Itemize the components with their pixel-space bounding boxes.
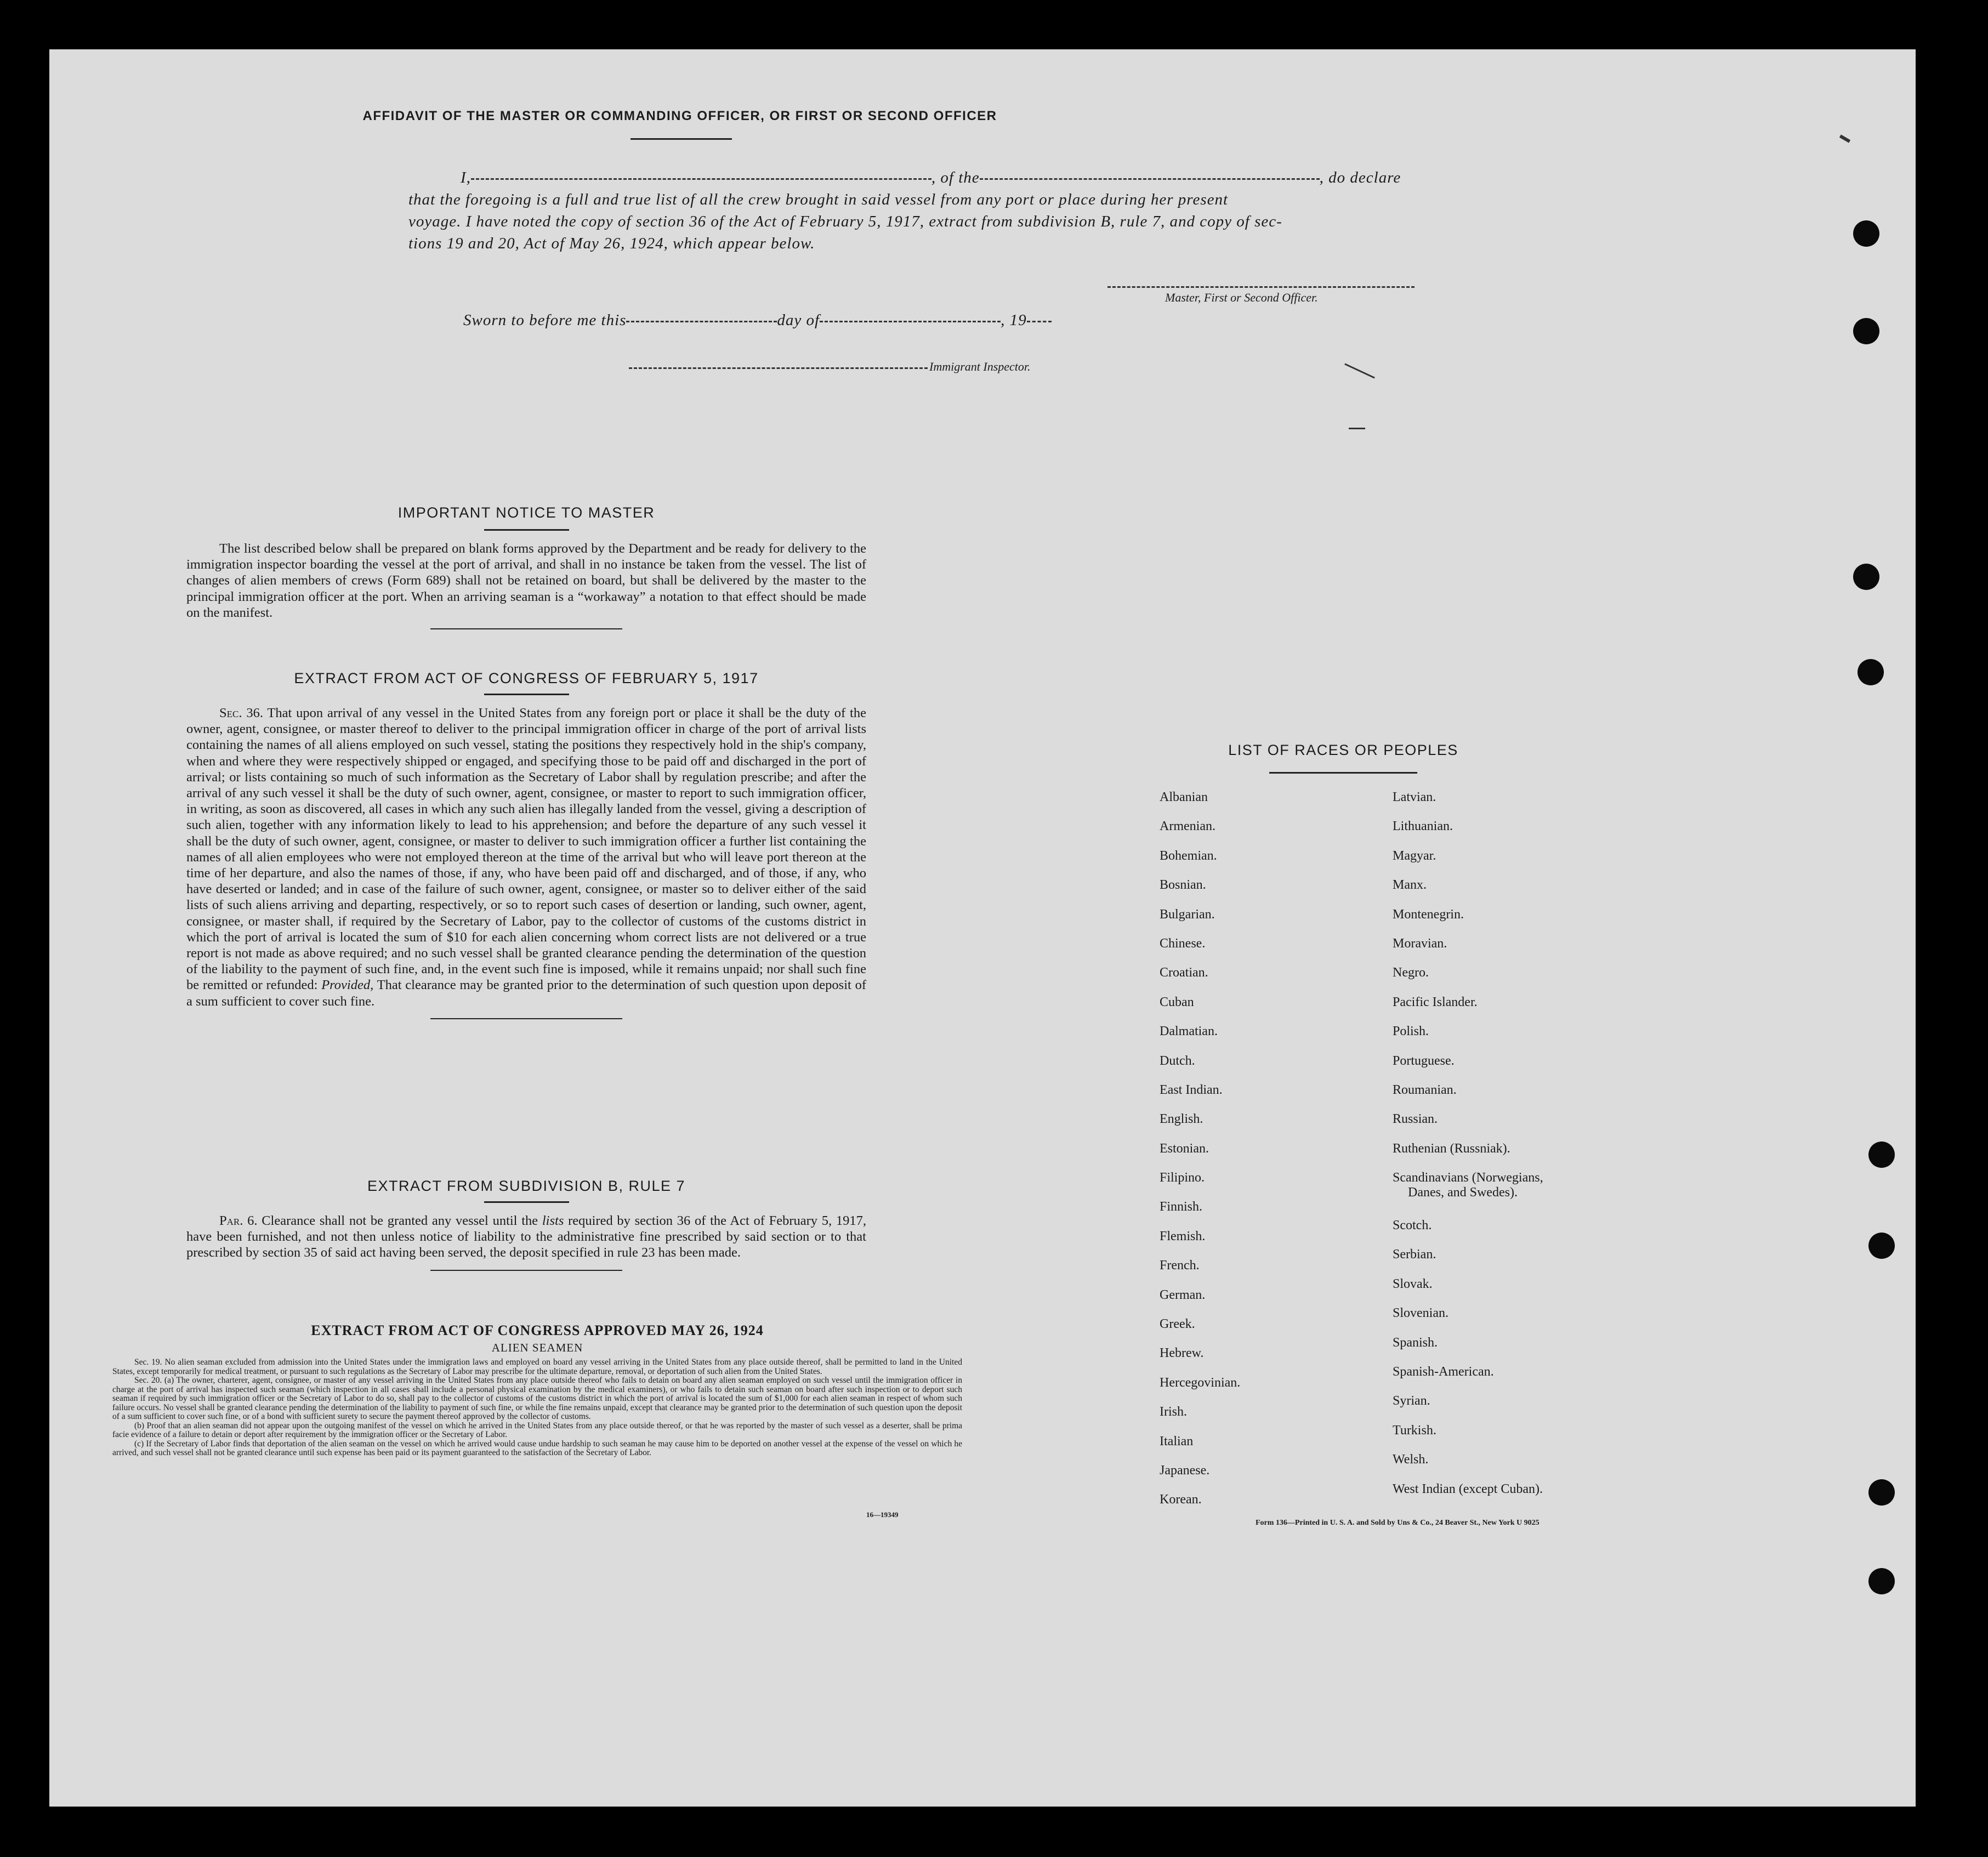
sec-20c-text: (c) If the Secretary of Labor finds that deportation of the alien seaman on the vessel on which he arrived would cause undue hardship to such seaman he may cause him to be deported on another vessel at the expense of the vessel on which he arrived, and such vessel shall not be granted clearance until such expense has been paid or its payment guaranteed to the satisfaction of the Secretary of Labor. — [112, 1439, 962, 1457]
race-item: Greek. — [1160, 1317, 1195, 1332]
punch-hole — [1868, 1479, 1895, 1506]
extract-1924-title: EXTRACT FROM ACT OF CONGRESS APPROVED MAY 26, 1924 — [311, 1322, 764, 1338]
sworn-line — [463, 311, 1052, 330]
extract-1924-section — [112, 1322, 962, 1458]
extract-rule7-section — [186, 1178, 866, 1271]
races-title-rule — [1269, 772, 1417, 774]
race-item: Bosnian. — [1160, 878, 1206, 893]
race-item: English. — [1160, 1112, 1203, 1127]
race-item: Syrian. — [1393, 1394, 1430, 1409]
extract-1917-end-rule — [430, 1018, 622, 1019]
important-notice-section — [186, 504, 866, 629]
punch-hole — [1853, 318, 1879, 344]
race-item: Montenegrin. — [1393, 907, 1464, 922]
sworn-year-blank — [1027, 321, 1052, 322]
punch-hole — [1853, 220, 1879, 247]
race-item: Pacific Islander. — [1393, 995, 1478, 1009]
inspector-signature-caption: Immigrant Inspector. — [929, 360, 1031, 373]
provided-word: Provided, — [321, 978, 374, 993]
affidavit-text-line-2: that the foregoing is a full and true list of all the crew brought in said vessel from any port or place during her present — [408, 191, 1229, 208]
sworn-prefix: Sworn to before me this — [463, 311, 627, 329]
affidavit-text-line-4: tions 19 and 20, Act of May 26, 1924, which appear below. — [408, 235, 815, 252]
alien-seamen-subtitle: ALIEN SEAMEN — [491, 1341, 583, 1354]
race-item: Turkish. — [1393, 1423, 1436, 1438]
document-number: 16—19349 — [866, 1510, 899, 1519]
stray-mark — [1344, 363, 1375, 378]
declarant-name-blank — [471, 178, 931, 180]
race-item: Slovenian. — [1393, 1306, 1449, 1321]
race-item: Latvian. — [1393, 790, 1436, 804]
race-item: Polish. — [1393, 1024, 1429, 1039]
notice-title-rule — [484, 529, 569, 531]
race-item: Italian — [1160, 1434, 1194, 1449]
sec-19-text: Sec. 19. No alien seaman excluded from admission into the United States under the immigration laws and employed on board any vessel arriving in the United States from any place outside thereof, shall be permitted to land in the United States, except temporarily for medical treatment, or pursuant to such regulations as the Secretary of Labor may prescribe for the ultimate departure, removal, or deportation of such alien from the United States. — [112, 1358, 962, 1376]
declare-suffix: , do declare — [1319, 169, 1401, 186]
extract-1917-title: EXTRACT FROM ACT OF CONGRESS OF FEBRUARY 5, 1917 — [294, 670, 759, 686]
affidavit-title-rule — [631, 138, 732, 140]
extract-rule7-text — [186, 1213, 866, 1261]
race-item: Portuguese. — [1393, 1053, 1455, 1068]
par-6-label: Par. 6. — [219, 1213, 258, 1228]
sworn-day-of: day of — [777, 311, 820, 329]
race-item: Manx. — [1393, 878, 1427, 893]
races-right-column — [1393, 783, 1543, 1504]
extract-1917-section — [186, 670, 866, 1019]
affidavit-text-line-3: voyage. I have noted the copy of section 36 of the Act of February 5, 1917, extract from subdivision B, rule 7, and copy of sec- — [408, 213, 1282, 230]
important-notice-title: IMPORTANT NOTICE TO MASTER — [397, 504, 655, 521]
race-item: Bohemian. — [1160, 848, 1217, 863]
affidavit-title: AFFIDAVIT OF THE MASTER OR COMMANDING OFFICER, OR FIRST OR SECOND OFFICER — [362, 109, 997, 123]
extract-1917-title-rule — [484, 694, 569, 695]
form-printer-footer: Form 136—Printed in U. S. A. and Sold by Uns & Co., 24 Beaver St., New York U 9025 — [1256, 1519, 1540, 1527]
race-item: Armenian. — [1160, 819, 1215, 834]
sec-36-body-end: That clearance may be granted prior to the determination of such question upon deposit of a sum sufficient to cover such fine. — [186, 978, 867, 1009]
race-item: Cuban — [1160, 995, 1194, 1009]
alien-seamen-text — [112, 1358, 962, 1458]
race-item: East Indian. — [1160, 1082, 1223, 1097]
extract-rule7-title-rule — [484, 1201, 569, 1203]
race-item: Albanian — [1160, 790, 1208, 804]
race-item: Dutch. — [1160, 1053, 1195, 1068]
sworn-year-prefix: , 19 — [1001, 311, 1027, 329]
race-item: Negro. — [1393, 966, 1429, 980]
race-item: Filipino. — [1160, 1171, 1205, 1185]
punch-hole — [1853, 564, 1879, 590]
race-item: Scotch. — [1393, 1218, 1432, 1233]
race-item: Lithuanian. — [1393, 819, 1453, 834]
race-item: Moravian. — [1393, 936, 1447, 951]
punch-hole — [1868, 1233, 1895, 1259]
sec-36-body: That upon arrival of any vessel in the United States from any foreign port or place it shall be the duty of the owner, agent, consignee, or master thereof to deliver to the principal immigration officer in charge of the port of arrival lists containing the names of all aliens employed on such vessel, stating the positions they respectively hold in the ship's company, when and where they were respectively shipped or engaged, and specifying those to be paid off and discharged in the port of arrival; or lists containing so much of such information as the Secretary of Labor shall by regulation prescribe; and after the arrival of any such vessel it shall be the duty of such owner, agent, consignee, or master to report to such immigration officer, in writing, as soon as discovered, all cases in which any such alien has illegally landed from the vessel, giving a description of such alien, together with any information likely to lead to his apprehension; and before the departure of any such vessel it shall be the duty of such owner, agent, consignee, or master to deliver to such immigration officer a further list containing the names of all alien employees who were not employed thereon at the time of the arrival but who will leave port thereon at the time of her departure, and also the names of those, if any, who have been paid off and discharged, and of those, if any, who have deserted or landed; and in case of the failure of such owner, agent, consignee, or master so to deliver either of the said lists of such aliens arriving and departing, respectively, or so to report such cases of desertion or landing, such owner, agent, consignee, or master shall, if required by the Secretary of Labor, pay to the collector of customs of the customs district in which the port of arrival is located the sum of $10 for each alien concerning whom correct lists are not delivered or a true report is not made as above required; and no such vessel shall be granted clearance pending the determination of the question of the liability to the payment of such fine, and, in the event such fine is imposed, while it remains unpaid; nor shall such fine be remitted or refunded: — [186, 706, 866, 993]
race-item: Bulgarian. — [1160, 907, 1215, 922]
par-6-body-end: required by section 36 of the Act of February 5, 1917, have been furnished, and not then unless notice of liability to the administrative fine prescribed by said section or to that prescribed by section 35 of said act having been served, the deposit specified in rule 23 has been made. — [186, 1213, 866, 1260]
affidavit-declaration-line — [461, 169, 1401, 187]
race-item: Serbian. — [1393, 1247, 1436, 1262]
vessel-prefix: , of the — [931, 169, 980, 186]
race-item: Magyar. — [1393, 848, 1436, 863]
punch-hole — [1868, 1142, 1895, 1168]
race-item: Roumanian. — [1393, 1082, 1457, 1097]
punch-hole — [1858, 659, 1884, 685]
race-item: Finnish. — [1160, 1200, 1203, 1214]
sworn-month-blank — [820, 321, 1001, 322]
race-item: Scandinavians (Norwegians, — [1393, 1171, 1543, 1185]
race-item: Korean. — [1160, 1492, 1202, 1507]
race-item: Japanese. — [1160, 1463, 1210, 1478]
sworn-day-blank — [626, 321, 777, 322]
sec-36-label: Sec. 36. — [219, 706, 263, 720]
race-item: Estonian. — [1160, 1141, 1209, 1156]
race-item: Flemish. — [1160, 1229, 1206, 1243]
race-item: Danes, and Swedes). — [1408, 1185, 1518, 1200]
vessel-name-blank — [980, 178, 1320, 180]
race-item: Hercegovinian. — [1160, 1375, 1241, 1390]
extract-1917-text — [186, 705, 866, 1009]
stray-mark — [1839, 134, 1850, 143]
important-notice-text: The list described below shall be prepared on blank forms approved by the Department and be ready for delivery to the immigration inspector boarding the vessel at the port of arrival, and shall in no instance be taken from the vessel. The list of changes of alien members of crews (Form 689) shall not be retained on board, but shall be delivered by the master to the principal immigration officer at the port. When an arriving seaman is a “workaway” a notation to that effect should be made on the manifest. — [186, 541, 866, 620]
declarant-prefix: I, — [461, 169, 471, 186]
race-item: Dalmatian. — [1160, 1024, 1218, 1039]
race-item: Welsh. — [1393, 1452, 1429, 1467]
lists-word: lists — [542, 1213, 564, 1228]
race-item: Ruthenian (Russniak). — [1393, 1141, 1510, 1156]
extract-rule7-title: EXTRACT FROM SUBDIVISION B, RULE 7 — [367, 1178, 686, 1194]
races-left-column — [1160, 783, 1240, 1515]
race-item: West Indian (except Cuban). — [1393, 1481, 1543, 1496]
race-item: Spanish. — [1393, 1335, 1438, 1350]
race-item: Irish. — [1160, 1405, 1187, 1419]
master-signature-line — [1107, 286, 1415, 288]
par-6-body: Clearance shall not be granted any vessel until the — [262, 1213, 538, 1228]
race-item: Croatian. — [1160, 966, 1208, 980]
races-list-title: LIST OF RACES OR PEOPLES — [1228, 742, 1458, 758]
race-item: Spanish-American. — [1393, 1365, 1494, 1379]
race-item: Russian. — [1393, 1112, 1438, 1127]
race-item: French. — [1160, 1258, 1200, 1273]
race-item: Slovak. — [1393, 1276, 1433, 1291]
notice-end-rule — [430, 628, 622, 629]
extract-rule7-end-rule — [430, 1270, 622, 1271]
race-item: Chinese. — [1160, 936, 1206, 951]
sec-20b-text: (b) Proof that an alien seaman did not appear upon the outgoing manifest of the vessel on which he arrived in the United States from any place outside thereof, or that he was reported by the master of such vessel as a deserter, shall be prima facie evidence of a failure to detain or deport after requirement by the immigration officer or the Secretary of Labor. — [112, 1421, 962, 1439]
master-signature-caption: Master, First or Second Officer. — [1165, 291, 1318, 304]
document-page — [49, 49, 1916, 1807]
sec-20a-text: Sec. 20. (a) The owner, charterer, agent, consignee, or master of any vessel arriving in the United States from any place outside thereof who fails to detain on board any alien seaman employed on such vessel until the immigration officer in charge at the port of arrival has inspected such seaman (which inspection in all cases shall include a personal physical examination by the medical examiners), or who fails to detain such seaman on board after such inspection or to deport such seaman if required by such immigration officer or the Secretary of Labor to do so, shall pay to the collector of customs of the customs district in which the port of arrival is located the sum of $1,000 for each alien seaman in respect of whom such failure occurs. No vessel shall be granted clearance pending the determination of the liability to payment of such fine, or while the fine remains unpaid, except that clearance may be granted prior to the determination of such question upon the deposit of a sum sufficient to cover such fine, or of a bond with sufficient surety to secure the payment thereof approved by the collector of customs. — [112, 1376, 962, 1421]
stray-mark — [1349, 428, 1365, 429]
punch-hole — [1868, 1568, 1895, 1594]
inspector-signature-line — [629, 367, 928, 369]
race-item: Hebrew. — [1160, 1346, 1204, 1361]
race-item: German. — [1160, 1287, 1206, 1302]
